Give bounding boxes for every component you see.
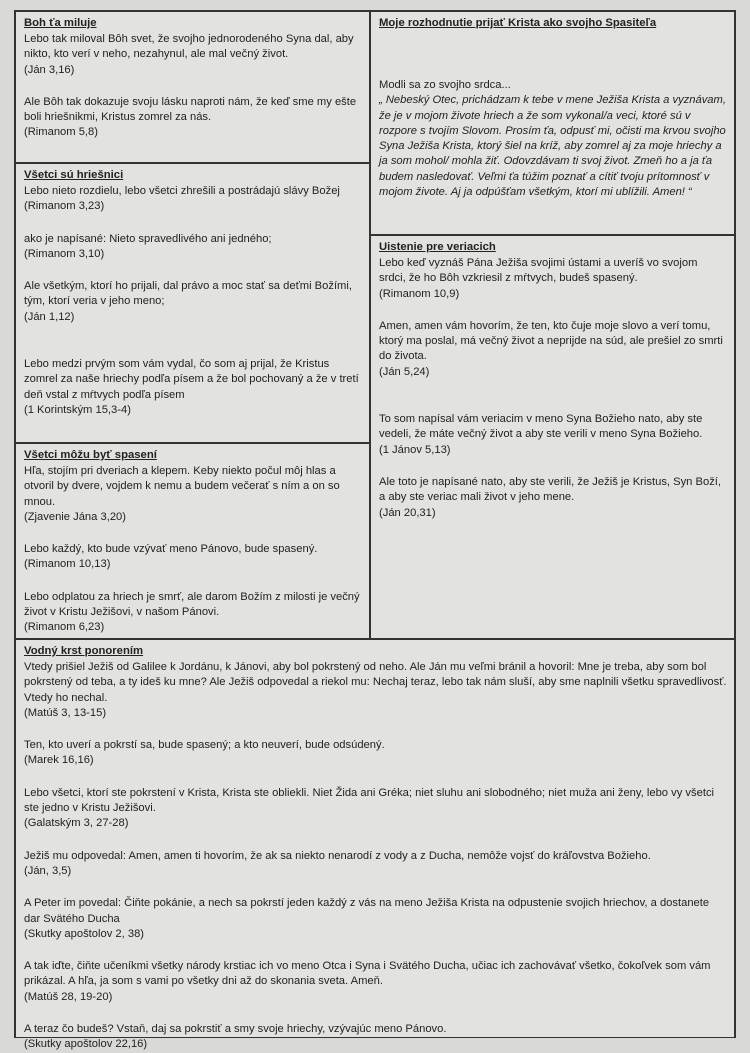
section-vodny-krst xyxy=(15,639,735,1051)
verse-ref: (Marek 16,16) xyxy=(24,754,94,767)
verse-ref: (Ján, 3,5) xyxy=(24,864,72,877)
section-uistenie xyxy=(370,235,735,639)
verse-text: Lebo tak miloval Bôh svet, že svojho jednorodeného Syna dal, aby nikto, kto verí v neho, nezahynul, ale mal večný život. xyxy=(24,33,354,61)
verse-ref: (Ján 1,12) xyxy=(24,310,75,323)
section-rozhodnutie xyxy=(370,11,735,235)
section-boh-ta-miluje xyxy=(15,11,370,163)
verse-text: Lebo nieto rozdielu, lebo všetci zhrešili a postrádajú slávy Božej xyxy=(24,185,340,197)
verse-ref: (Rimanom 10,9) xyxy=(379,287,460,300)
section-title: Vodný krst ponorením xyxy=(24,645,144,657)
section-vsetci-spasenie xyxy=(15,443,370,639)
verse-text: Ježiš mu odpovedal: Amen, amen ti hovorím, že ak sa niekto nenarodí z vody a z Ducha, nemôže vojsť do kráľovstva Božieho. xyxy=(24,849,651,862)
verse-ref: (Rimanom 6,23) xyxy=(24,621,105,634)
verse-ref: (Skutky apoštolov 22,16) xyxy=(24,1038,148,1051)
verse-ref: (Skutky apoštolov 2, 38) xyxy=(24,927,145,940)
verse-ref: (Ján 3,16) xyxy=(24,63,75,76)
verse-text: ako je napísané: Nieto spravedlivého ani jedného; xyxy=(24,232,272,245)
verse-ref: (Rimanom 10,13) xyxy=(24,558,111,571)
verse-ref: (Ján 5,24) xyxy=(379,365,430,378)
verse-ref: (Rimanom 5,8) xyxy=(24,126,98,139)
section-title: Uistenie pre veriacich xyxy=(379,241,496,253)
section-title: Moje rozhodnutie prijať Krista ako svojho Spasiteľa xyxy=(379,17,657,29)
verse-ref: (1 Korintským 15,3-4) xyxy=(24,403,131,416)
verse-text: A teraz čo budeš? Vstaň, daj sa pokrstiť a smy svoje hriechy, vzývajúc meno Pánovo. xyxy=(24,1023,447,1036)
verse-text: Lebo medzi prvým som vám vydal, čo som aj prijal, že Kristus zomrel za naše hriechy podľa písem a že bol pochovaný a že v tretí deň vstal z mŕtvych podľa písem xyxy=(24,358,359,401)
verse-text: Lebo odplatou za hriech je smrť, ale darom Božím z milosti je večný život v Kristu Ježišovi, v našom Pánovi. xyxy=(24,590,360,619)
verse-text: Ale všetkým, ktorí ho prijali, dal právo a moc stať sa deťmi Božími, tým, ktorí veria v jeho meno; xyxy=(24,280,352,308)
verse-text: A tak iďte, čiňte učeníkmi všetky národy krstiac ich vo meno Otca i Syna i Svätého Ducha, učiac ich zachovávať všetko, čokoľvek som vám prikázal. A hľa, ja som s vami po všetky dni až do skonania sveta. Ameň. xyxy=(24,960,711,988)
verse-ref: (Rimanom 3,23) xyxy=(24,200,105,213)
verse-ref: (Galatským 3, 27-28) xyxy=(24,817,129,830)
verse-ref: (Matúš 28, 19-20) xyxy=(24,990,113,1003)
verse-text: Lebo každý, kto bude vzývať meno Pánovo, bude spasený. xyxy=(24,543,318,556)
prayer-text: „ Nebeský Otec, prichádzam k tebe v mene Ježiša Krista a vyznávam, že je v mojom živote hriech a že som vykonal/a veci, ktoré sú v rozpore s tvojím Slovom. Prosím ťa, odpusť mi, očisti ma krvou svojho Syna Ježiša Krista, ktorý šiel na kríž, aby zomrel aj za moje hriechy a ja som mohol/ mohla žiť. Odovzdávam ti svoj život. Zmeň ho a ja ťa budem nasledovať. Veľmi ťa túžim poznať a cítiť tvoju prítomnosť v mojom živote. Aj ja odpúšťam všetkým, ktorí mi ublížili. Amen! “ xyxy=(379,94,726,199)
verse-text: Lebo keď vyznáš Pána Ježiša svojimi ústami a uveríš vo svojom srdci, že ho Bôh vzkriesil z mŕtvych, budeš spasený. xyxy=(379,257,698,285)
verse-text: Hľa, stojím pri dveriach a klepem. Keby niekto počul môj hlas a otvoril by dvere, vojdem k nemu a budem večerať s ním a on so mnou. xyxy=(24,465,340,508)
verse-text: Ale toto je napísané nato, aby ste verili, že Ježiš je Kristus, Syn Boží, a aby ste veriac mali život v jeho mene. xyxy=(379,475,722,504)
section-vsetci-hriesnici xyxy=(15,163,370,443)
verse-text: Lebo všetci, ktorí ste pokrstení v Krista, Krista ste obliekli. Niet Žida ani Gréka; niet sluhu ani slobodného; niet muža ani ženy, lebo vy všetci ste jedno v Kristu Ježišovi. xyxy=(24,786,715,815)
verse-ref: (Matúš 3, 13-15) xyxy=(24,706,107,719)
verse-text: A Peter im povedal: Čiňte pokánie, a nech sa pokrstí jeden každý z vás na meno Ježiša Krista na odpustenie svojich hriechov, a dostanete dar Svätého Ducha xyxy=(24,897,710,925)
verse-text: Ale Bôh tak dokazuje svoju lásku naproti nám, že keď sme my ešte boli hriešnikmi, Kristus zomrel za nás. xyxy=(24,95,357,124)
verse-ref: (Rimanom 3,10) xyxy=(24,247,105,260)
verse-text: Ten, kto uverí a pokrstí sa, bude spasený; a kto neuverí, bude odsúdený. xyxy=(24,739,385,752)
verse-text: Vtedy prišiel Ježiš od Galilee k Jordánu, k Jánovi, aby bol pokrstený od neho. Ale Ján mu veľmi bránil a hovoril: Mne je treba, aby som bol pokrstený od teba, a ty ideš ku mne? Ale Ježiš odpovedal a riekol mu: Nechaj teraz, lebo tak nám sluší, aby sme naplnili všetku spravedlivosť. Vtedy ho nechal. xyxy=(24,661,727,704)
section-title: Všetci môžu byť spasení xyxy=(24,449,157,461)
verse-ref: (Ján 20,31) xyxy=(379,506,436,519)
tract-sheet xyxy=(14,10,736,1051)
verse-ref: (1 Jánov 5,13) xyxy=(379,443,451,456)
section-title: Boh ťa miluje xyxy=(24,17,97,29)
prayer-intro: Modli sa zo svojho srdca... xyxy=(379,79,511,91)
section-title: Všetci sú hriešnici xyxy=(24,169,124,181)
verse-text: To som napísal vám veriacim v meno Syna Božieho nato, aby ste vedeli, že máte večný život a aby ste verili v meno Syna Božieho. xyxy=(379,413,703,441)
verse-text: Amen, amen vám hovorím, že ten, kto čuje moje slovo a verí tomu, ktorý ma poslal, má večný život a neprijde na súd, ale prešiel zo smrti do života. xyxy=(379,319,723,363)
verse-ref: (Zjavenie Jána 3,20) xyxy=(24,510,126,523)
